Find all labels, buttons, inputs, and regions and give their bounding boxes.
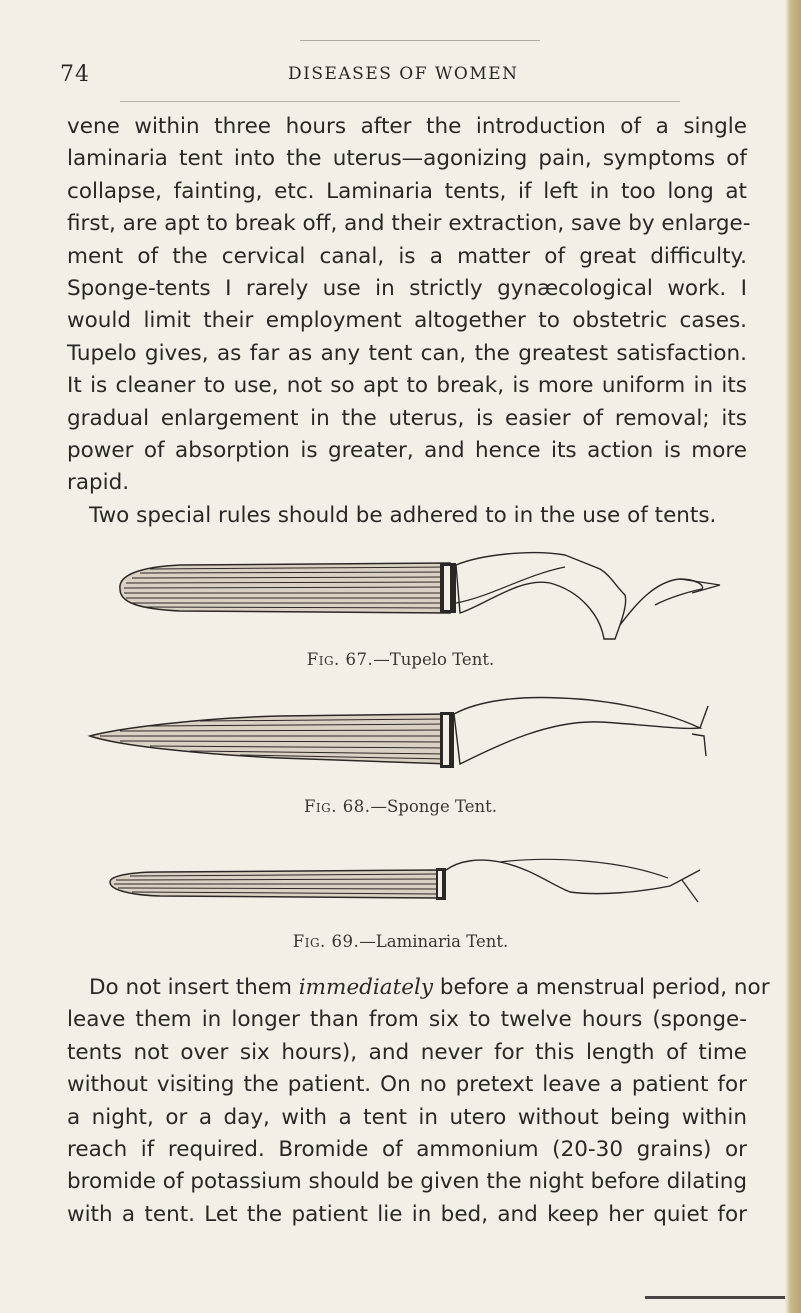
figure-69-laminaria-tent [80, 850, 740, 920]
figure-68-caption [0, 797, 801, 816]
figure-67-tupelo-tent [80, 545, 740, 645]
text-run: Do not insert them [89, 975, 299, 1000]
text-line: reach if required. Bromide of ammonium (20-30 grains) or [67, 1137, 747, 1163]
figure-caption-text: —Tupelo Tent. [373, 650, 495, 669]
text-line: first, are apt to break off, and their extraction, save by enlarge- [67, 211, 751, 237]
tupelo-tent-illustration [80, 545, 740, 645]
figure-67-caption [0, 650, 801, 669]
text-line: laminaria tent into the uterus—agonizing pain, symptoms of [67, 146, 747, 172]
page-bottom-mark [645, 1296, 785, 1299]
text-line: It is cleaner to use, not so apt to break, is more uniform in its [67, 373, 747, 399]
text-line: gradual enlargement in the uterus, is easier of removal; its [67, 405, 747, 431]
text-run: before a menstrual period, nor [433, 975, 770, 1000]
text-line: Sponge-tents I rarely use in strictly gynæcological work. I [67, 276, 747, 302]
text-line: ment of the cervical canal, is a matter of great difficulty. [67, 243, 747, 269]
figure-label: Fig. 67. [306, 650, 374, 669]
text-line: a night, or a day, with a tent in utero without being within [67, 1104, 747, 1130]
text-line: would limit their employment altogether to obstetric cases. [67, 308, 747, 334]
text-line [67, 972, 770, 1004]
text-line: bromide of potassium should be given the night before dilating [67, 1169, 748, 1195]
figure-69-caption [0, 932, 801, 951]
figure-caption-text: —Laminaria Tent. [359, 932, 509, 951]
paragraph-2: Two special rules should be adhered to in the use of tents. [89, 502, 717, 528]
text-line: Tupelo gives, as far as any tent can, the greatest satisfaction. [67, 340, 747, 366]
paragraph-1 [67, 111, 751, 532]
page-number: 74 [60, 62, 90, 87]
text-line: power of absorption is greater, and hence its action is more [67, 438, 747, 464]
top-rule-upper [300, 40, 540, 41]
text-line: tents not over six hours), and never for this length of time [67, 1039, 747, 1065]
figure-caption-text: —Sponge Tent. [370, 797, 497, 816]
page-header [0, 62, 801, 92]
laminaria-tent-illustration [80, 850, 740, 920]
text-line: with a tent. Let the patient lie in bed, and keep her quiet for [67, 1201, 747, 1227]
text-line: collapse, fainting, etc. Laminaria tents, if left in too long at [67, 178, 747, 204]
paragraph-3 [67, 972, 770, 1231]
figure-label: Fig. 69. [292, 932, 360, 951]
header-rule [120, 101, 680, 102]
emphasis-text: immediately [298, 975, 434, 1000]
text-line: rapid. [67, 470, 130, 496]
figure-68-sponge-tent [80, 688, 740, 788]
text-line: without visiting the patient. On no pretext leave a patient for [67, 1072, 747, 1098]
text-line: vene within three hours after the introduction of a single [67, 114, 747, 139]
running-title: DISEASES OF WOMEN [288, 64, 519, 84]
sponge-tent-illustration [80, 688, 740, 788]
figure-label: Fig. 68. [303, 797, 371, 816]
text-line: leave them in longer than from six to twelve hours (sponge- [67, 1007, 747, 1033]
